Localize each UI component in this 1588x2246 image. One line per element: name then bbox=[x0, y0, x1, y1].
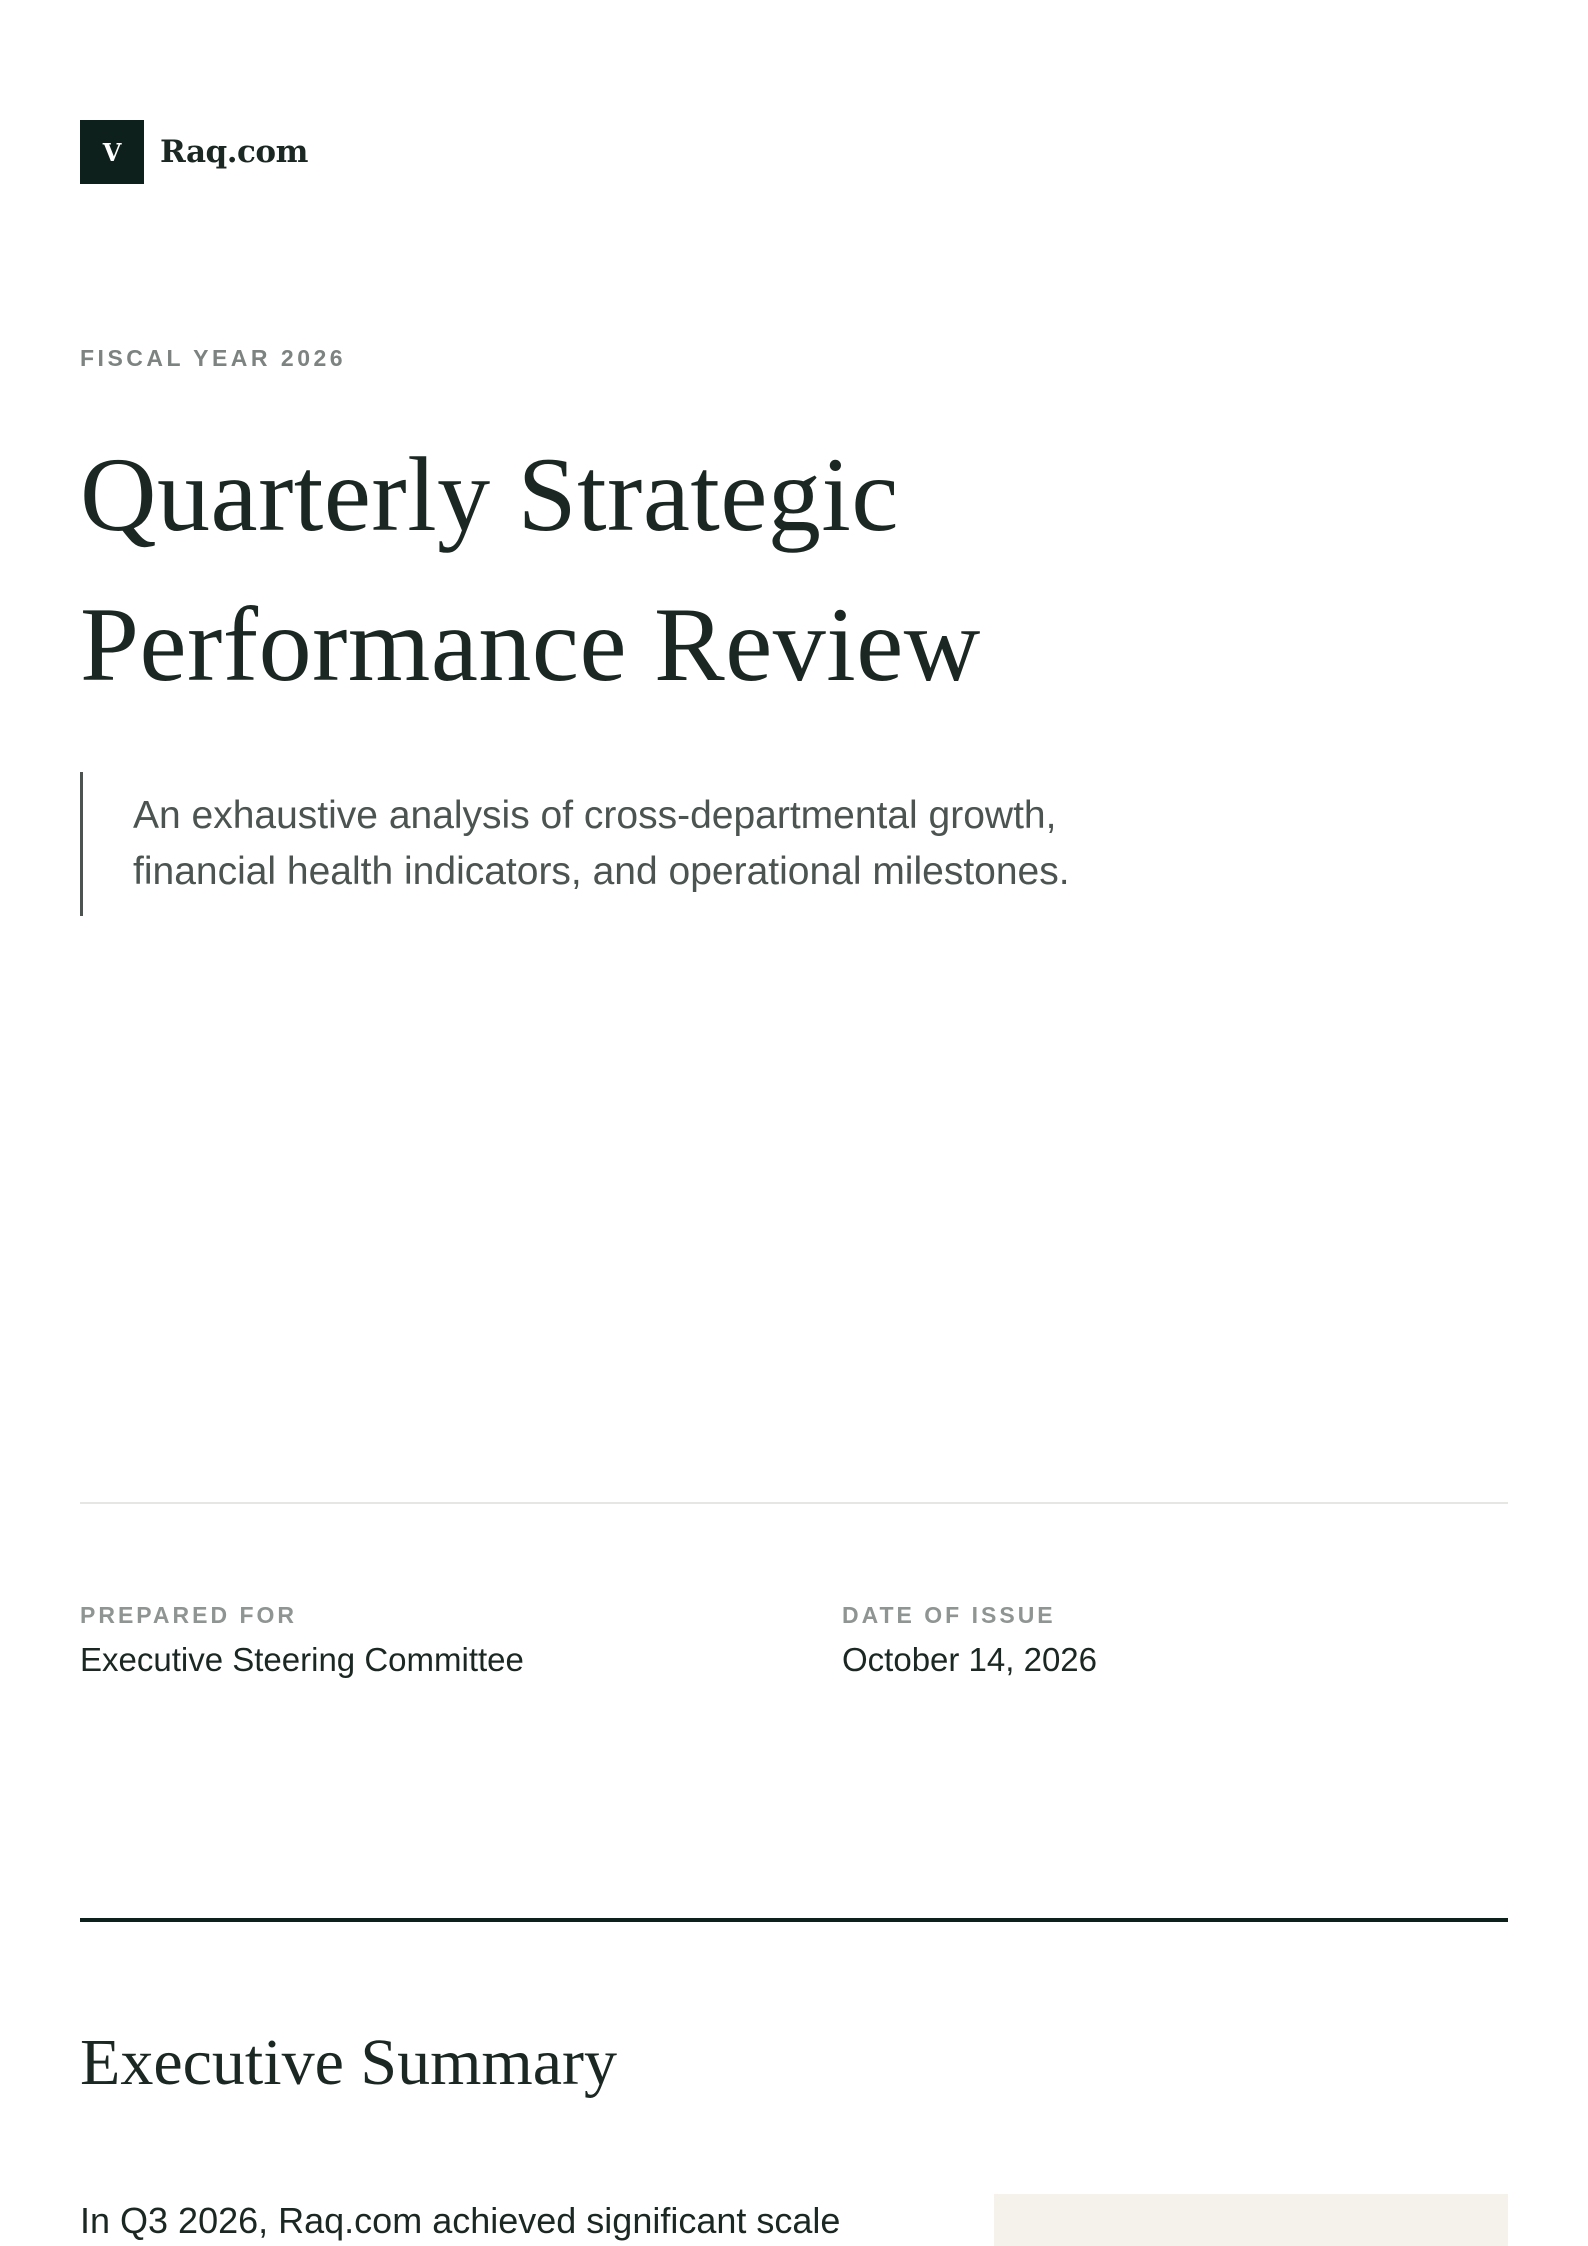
executive-summary-text: In Q3 2026, Raq.com achieved significant scale bbox=[80, 2200, 841, 2241]
executive-summary-heading: Executive Summary bbox=[80, 2026, 618, 2099]
date-of-issue-block bbox=[842, 1600, 1097, 1682]
report-title bbox=[80, 420, 1280, 720]
date-of-issue-label: DATE OF ISSUE bbox=[842, 1602, 1056, 1628]
summary-sidebar-panel bbox=[994, 2194, 1508, 2246]
lede-line-1: An exhaustive analysis of cross-departmental growth, bbox=[133, 794, 1057, 837]
report-title-line-1: Quarterly Strategic bbox=[80, 436, 899, 553]
report-title-line-2: Performance Review bbox=[80, 586, 981, 703]
date-of-issue-value: October 14, 2026 bbox=[842, 1641, 1098, 1678]
prepared-for-block bbox=[80, 1600, 524, 1682]
prepared-for-label: PREPARED FOR bbox=[80, 1602, 298, 1628]
fiscal-year-eyebrow: FISCAL YEAR 2026 bbox=[80, 345, 347, 371]
brand-logo-mark: V bbox=[80, 120, 144, 184]
divider-dark bbox=[80, 1918, 1508, 1922]
brand[interactable] bbox=[80, 120, 308, 184]
prepared-for-value: Executive Steering Committee bbox=[80, 1641, 524, 1678]
lede-line-2: financial health indicators, and operational milestones. bbox=[133, 850, 1070, 893]
report-lede-quote bbox=[80, 772, 1280, 916]
divider-light bbox=[80, 1502, 1508, 1504]
brand-name: Raq.com bbox=[160, 134, 308, 170]
